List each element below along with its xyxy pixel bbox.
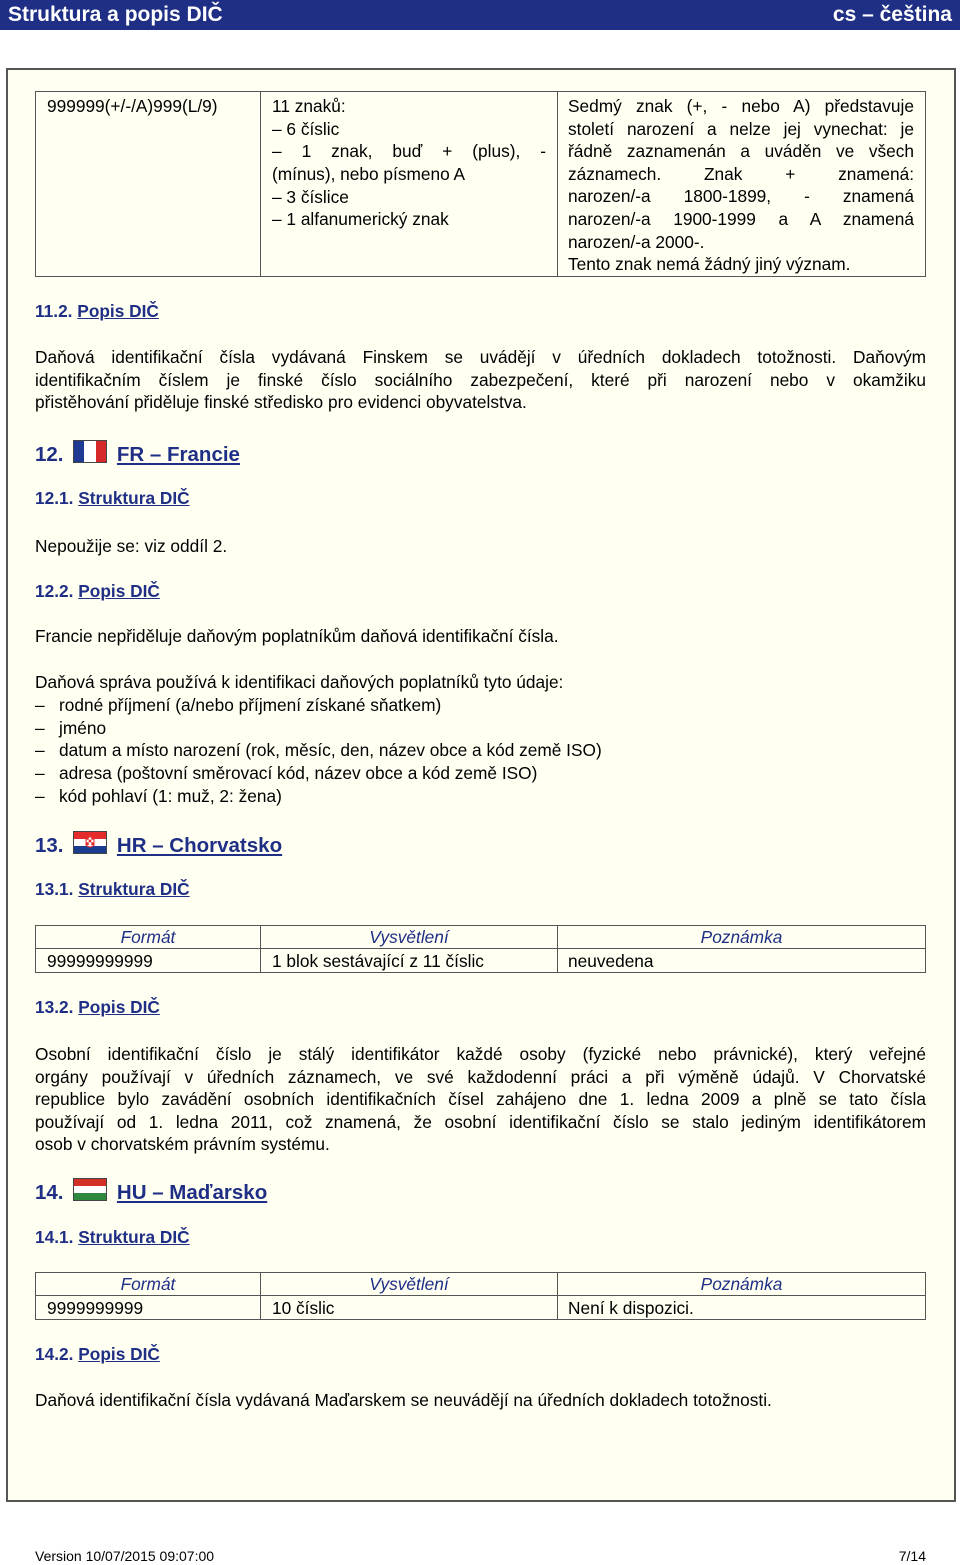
fi-explanation-line: 11 znaků: [272, 96, 346, 116]
column-header-format: Formát [120, 927, 176, 947]
list-item: – datum a místo narození (rok, měsíc, den, název obce a kód země ISO) [35, 740, 602, 760]
fi-explanation-line: – 1 alfanumerický znak [272, 209, 449, 229]
list-item: – adresa (poštovní směrovací kód, název obce a kód země ISO) [35, 763, 538, 783]
section-heading-13-1: 13.1. Struktura DIČ [35, 879, 190, 899]
table-cell-format: 9999999999 [47, 1298, 144, 1318]
footer-page-number: 7/14 [898, 1548, 926, 1564]
hu-description: Daňová identifikační čísla vydávaná Maďarskem se neuvádějí na úředních dokladech totožnosti. [35, 1390, 772, 1410]
header-language: cs – čeština [832, 3, 952, 26]
column-header-note: Poznámka [700, 1274, 783, 1294]
fr-paragraph: Francie nepřiděluje daňovým poplatníkům daňová identifikační čísla. [35, 626, 559, 646]
column-header-explanation: Vysvětlení [369, 1274, 449, 1294]
footer-version: Version 10/07/2015 09:07:00 [35, 1548, 215, 1564]
section-heading-14: 14. HU – Maďarsko [35, 1178, 267, 1205]
flag-hr-icon [73, 831, 107, 854]
fi-explanation-line: – 1 znak, buď + (plus), - [272, 141, 546, 161]
fr-paragraph: Daňová správa používá k identifikaci daňových poplatníků tyto údaje: [35, 672, 564, 692]
header-title: Struktura a popis DIČ [8, 3, 223, 26]
section-heading-11-2: 11.2. Popis DIČ [35, 301, 159, 321]
table-cell-note: neuvedena [568, 951, 654, 971]
section-heading-12-1: 12.1. Struktura DIČ [35, 488, 190, 508]
fi-note: Sedmý znak (+, - nebo A) představuje století narození a nelze jej vynechat: je řádně zaznamenán a uváděn ve všech záznamech. Znak + znamená: narozen/-a 1800-1899, - znamená narozen/-a 1900-1999 a A znamená narozen/-a 2000-. Tento znak nemá žádný jiný význam. [568, 96, 914, 275]
page-header [0, 0, 960, 30]
fi-explanation-line: (mínus), nebo písmeno A [272, 164, 466, 184]
flag-hu-icon [73, 1178, 107, 1201]
table-cell-note: Není k dispozici. [568, 1298, 694, 1318]
table-cell-format: 99999999999 [47, 951, 153, 971]
fi-table-format-cell [35, 91, 261, 277]
column-header-explanation: Vysvětlení [369, 927, 449, 947]
section-heading-12-2: 12.2. Popis DIČ [35, 581, 160, 601]
list-item: – kód pohlaví (1: muž, 2: žena) [35, 786, 282, 806]
column-header-note: Poznámka [700, 927, 783, 947]
list-item: – jméno [35, 718, 107, 738]
section-heading-12: 12. FR – Francie [35, 440, 240, 467]
table-cell-explanation: 10 číslic [272, 1298, 335, 1318]
table-cell-explanation: 1 blok sestávající z 11 číslic [272, 951, 484, 971]
hr-description: Osobní identifikační číslo je stálý identifikátor každé osoby (fyzické nebo právnické), který veřejné orgány používají v úředních záznamech, ve své každodenní práci a při výměně údajů. V Chorvatské republice bylo zavádění osobních identifikačních čísel zahájeno dne 1. ledna 2009 a plně se tato čísla používají od 1. ledna 2011, což znamená, že osobní identifikační číslo se stalo jediným identifikátorem osob v chorvatském právním systému. [35, 1044, 926, 1155]
section-heading-14-2: 14.2. Popis DIČ [35, 1344, 160, 1364]
fi-format: 999999(+/-/A)999(L/9) [47, 96, 218, 116]
fi-description: Daňová identifikační čísla vydávaná Finskem se uvádějí v úředních dokladech totožnosti. Daňovým identifikačním číslem je finské číslo sociálního zabezpečení, které při narození nebo v okamžiku přistěhování přiděluje finské středisko pro evidenci obyvatelstva. [35, 347, 926, 413]
list-item: – rodné příjmení (a/nebo příjmení získané sňatkem) [35, 695, 442, 715]
fi-explanation-line: – 3 číslice [272, 187, 349, 207]
section-heading-13: 13. HR – Chorvatsko [35, 831, 282, 858]
section-heading-13-2: 13.2. Popis DIČ [35, 997, 160, 1017]
section-heading-14-1: 14.1. Struktura DIČ [35, 1227, 190, 1247]
fr-structure-text: Nepoužije se: viz oddíl 2. [35, 536, 228, 556]
flag-fr-icon [73, 440, 107, 463]
column-header-format: Formát [120, 1274, 176, 1294]
fi-explanation-line: – 6 číslic [272, 119, 340, 139]
